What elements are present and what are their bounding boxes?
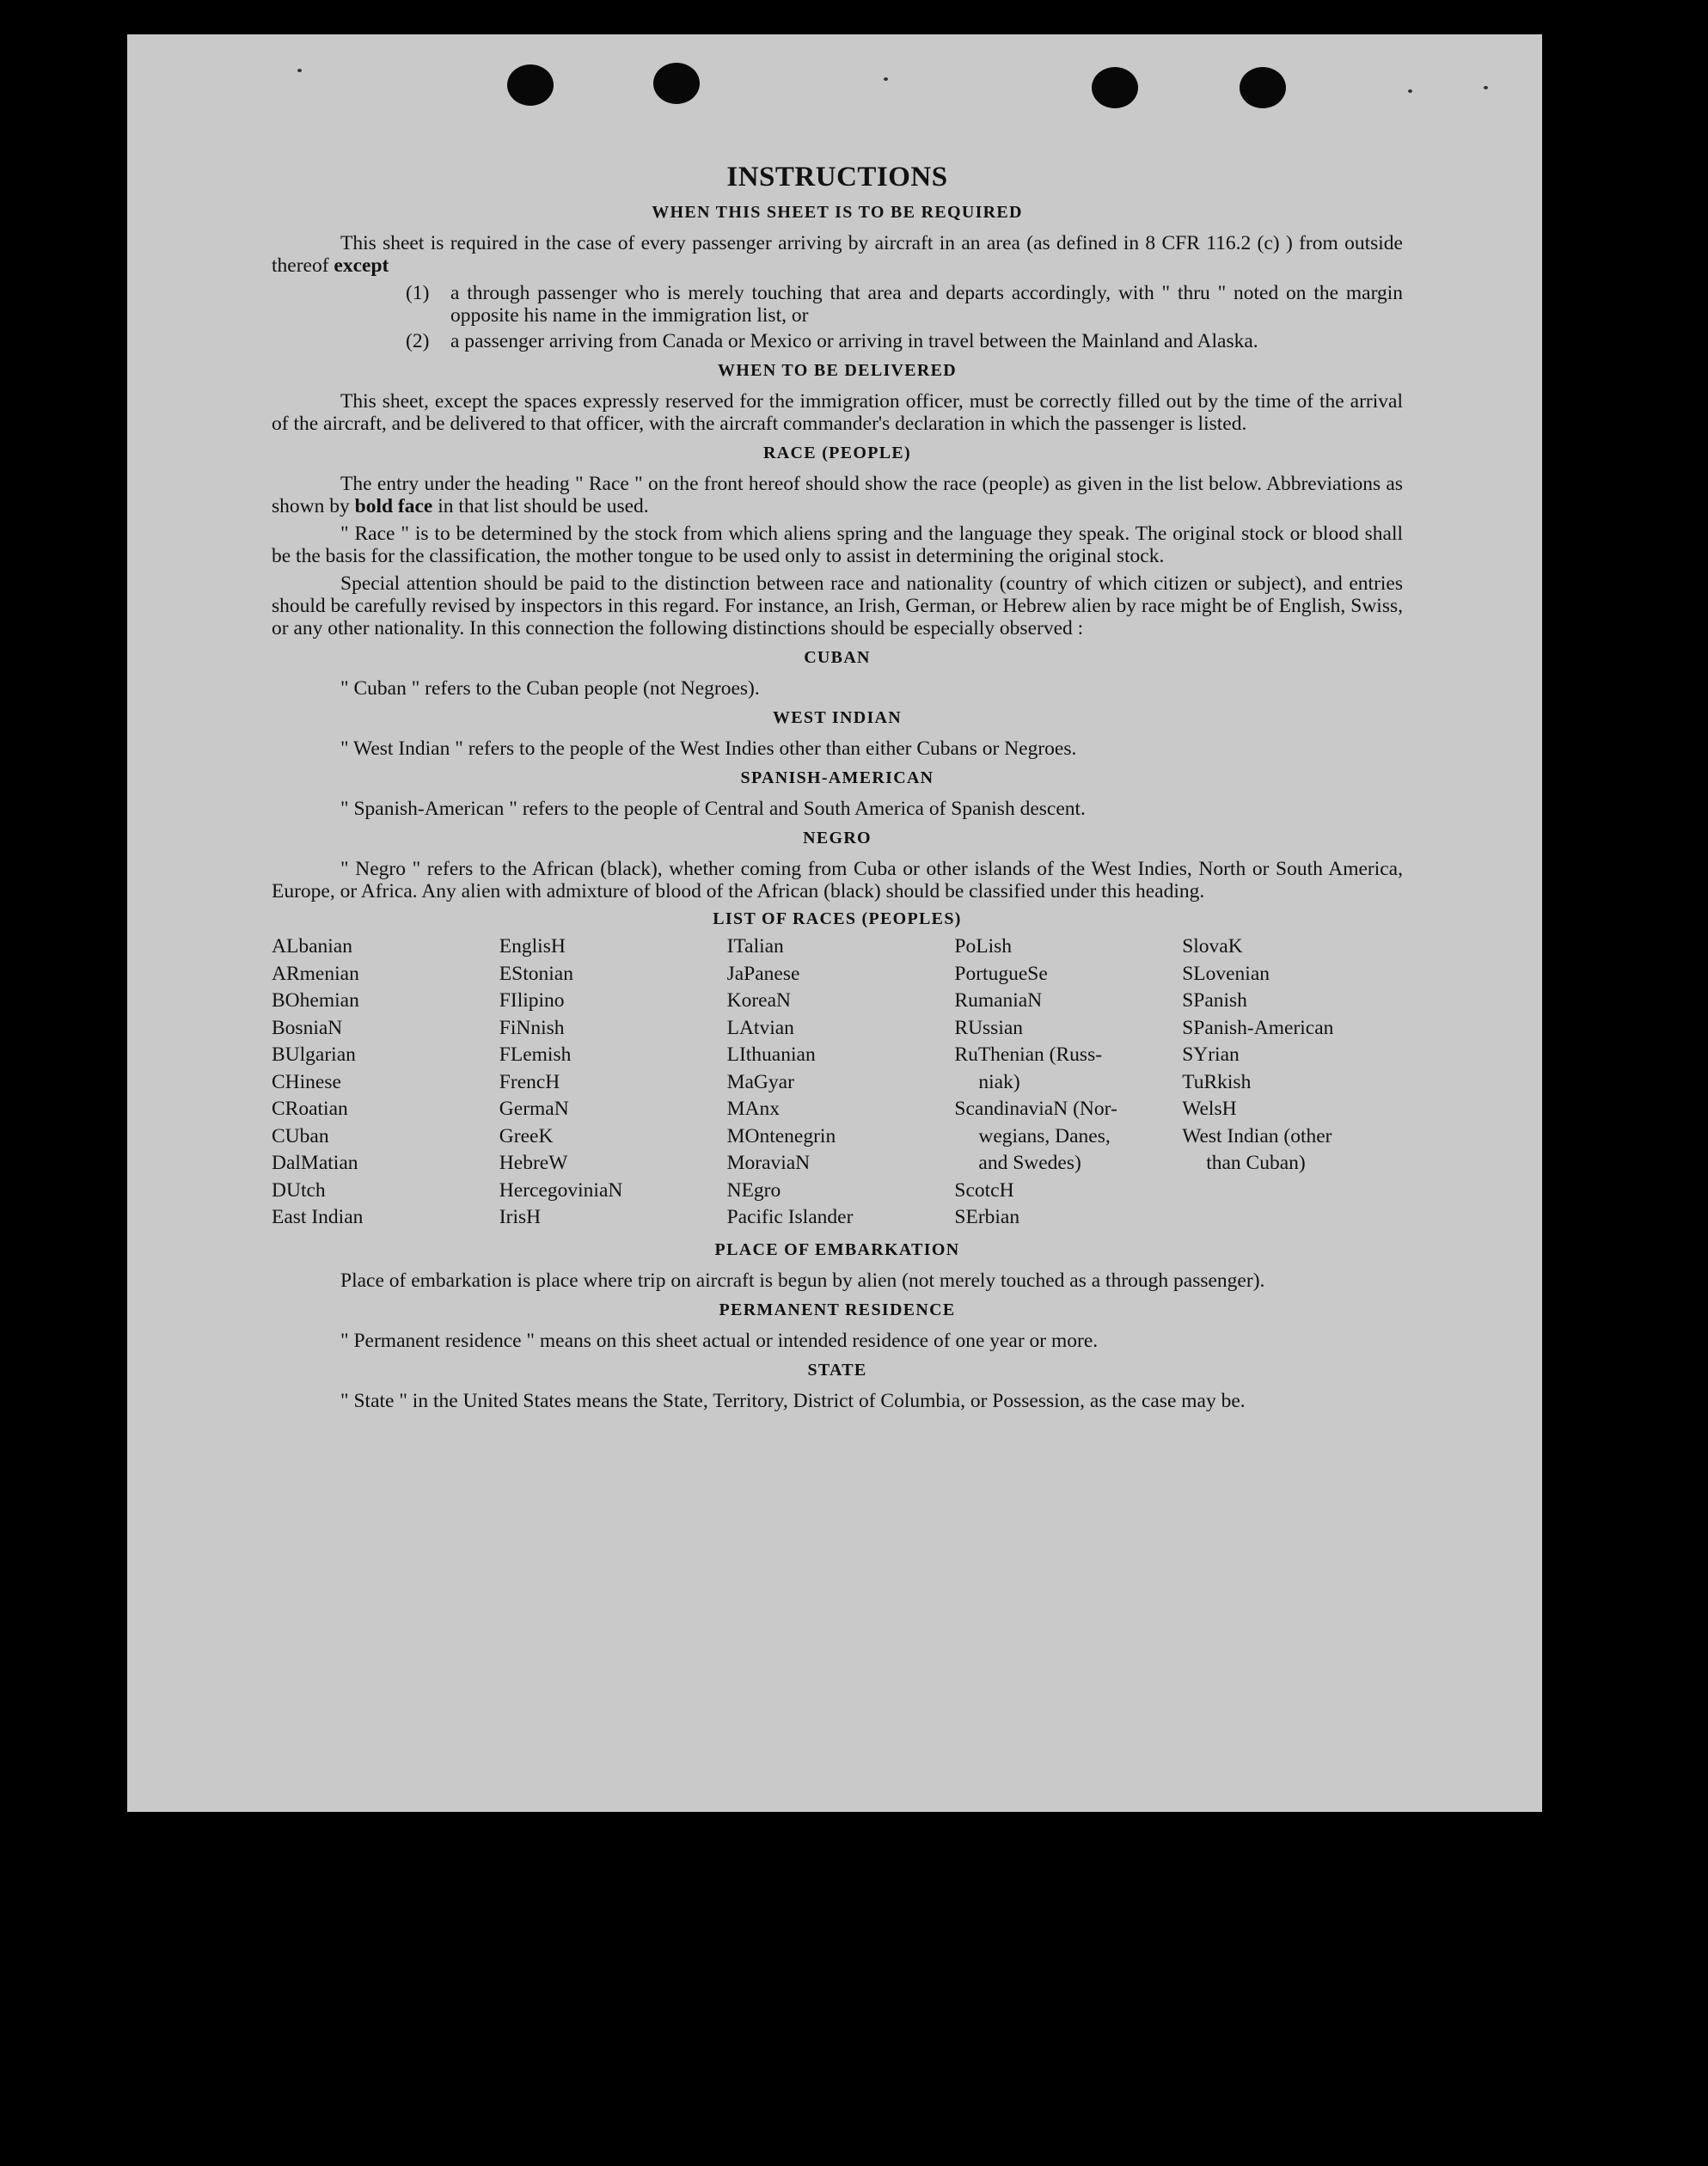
races-column [727,933,948,1232]
text: The entry under the heading " Race " on the front hereof should show the race (people) as given in the list below. Abbreviations as shown by [272,473,1403,517]
race-entry: RUssian [954,1016,1024,1039]
race-entry: CUban [272,1124,329,1147]
race-entry: EStonian [499,962,573,985]
race-entry-continued: than Cuban) [1206,1152,1306,1174]
text: in that list should be used. [438,495,649,517]
race-entry: RumaniaN [954,989,1043,1012]
list-item [406,330,1403,352]
punch-hole [1092,67,1138,108]
paragraph-state: " State " in the United States means the State, Territory, District of Columbia, or Possession, as the case may be. [340,1389,1246,1412]
paragraph-negro: " Negro " refers to the African (black), whether coming from Cuba or other islands of the West Indies, North or South America, Europe, or Africa. Any alien with admixture of blood of the African (black) should be classified under this heading. [272,858,1403,903]
heading-cuban: CUBAN [804,648,871,667]
races-list [272,933,1403,1232]
race-entry: EnglisH [499,935,566,958]
paragraph-west-indian: " West Indian " refers to the people of the West Indies other than either Cubans or Negroes. [340,737,1077,760]
heading-permanent-residence: PERMANENT RESIDENCE [719,1300,956,1319]
race-entry: HebreW [499,1152,568,1174]
race-entry: KoreaN [726,989,791,1012]
paragraph-when-delivered: This sheet, except the spaces expressly reserved for the immigration officer, must be correctly filled out by the time of the arrival of the aircraft, and be delivered to that officer, with the aircraft commander's declaration in which the passenger is listed. [272,390,1403,435]
instructions-content [272,160,1403,1417]
bold-text: bold face [354,495,433,517]
race-entry: BosniaN [272,1016,343,1039]
paragraph-embarkation: Place of embarkation is place where trip on aircraft is begun by alien (not merely touched as a through passenger). [340,1269,1265,1292]
race-entry: West Indian (other [1182,1124,1332,1147]
race-entry: MOntenegrin [726,1124,836,1147]
race-entry: GreeK [499,1124,554,1147]
race-entry: LIthuanian [726,1043,816,1066]
race-entry: FrencH [499,1070,560,1093]
list-item [406,282,1403,327]
heading-state: STATE [807,1360,867,1380]
race-entry: SPanish [1182,989,1247,1012]
heading-west-indian: WEST INDIAN [772,708,903,727]
race-entry: MoraviaN [726,1152,811,1174]
race-entry: SPanish-American [1182,1016,1334,1039]
race-entry: NEgro [726,1178,781,1202]
race-entry-continued: wegians, Danes, [978,1124,1111,1147]
race-entry: CRoatian [272,1098,348,1120]
race-entry: East Indian [272,1206,364,1228]
bold-text: except [334,254,389,277]
paragraph-permanent-residence: " Permanent residence " means on this sheet actual or intended residence of one year or more. [340,1329,1099,1352]
speck [1408,89,1412,93]
race-entry: JaPanese [726,962,800,985]
speck [1484,86,1488,89]
races-column [954,933,1175,1232]
race-entry: WelsH [1182,1098,1237,1120]
race-entry: SlovaK [1182,935,1243,958]
race-entry: SYrian [1182,1043,1240,1066]
race-entry: ALbanian [272,935,352,958]
heading-spanish-american: SPANISH-AMERICAN [740,768,934,787]
item-text: a through passenger who is merely touching that area and departs accordingly, with " thru " noted on the margin opposite his name in the immigration list, or [450,282,1403,327]
race-entry: DalMatian [272,1152,358,1174]
race-entry: MAnx [726,1098,780,1120]
paragraph-race-1 [272,473,1403,517]
race-entry: ARmenian [272,962,359,985]
race-entry: IrisH [499,1206,542,1228]
paragraph-cuban: " Cuban " refers to the Cuban people (not Negroes). [340,677,760,700]
speck [884,77,888,81]
race-entry: GermaN [499,1098,569,1120]
item-number: (1) [406,282,430,304]
race-entry: ScotcH [954,1178,1014,1202]
item-text: a passenger arriving from Canada or Mexico or arriving in travel between the Mainland and Alaska. [450,330,1258,352]
races-column [272,933,493,1232]
paragraph-race-2: " Race " is to be determined by the stock from which aliens spring and the language they speak. The original stock or blood shall be the basis for the classification, the mother tongue to be used only to assist in determining the original stock. [272,523,1403,567]
punch-hole [507,64,554,106]
race-entry: FiNnish [499,1016,565,1039]
race-entry: PortugueSe [954,962,1048,985]
race-entry: CHinese [272,1070,341,1093]
race-entry: ITalian [726,935,784,958]
race-entry: HercegoviniaN [499,1178,623,1202]
heading-negro: NEGRO [803,829,872,847]
paragraph-race-3: Special attention should be paid to the distinction between race and nationality (country of which citizen or subject), and entries should be carefully revised by inspectors in this regard. For instance, an Irish, German, or Hebrew alien by race might be of English, Swiss, or any other nationality. In this connection the following distinctions should be especially observed : [272,572,1403,639]
paragraph-when-required [272,232,1403,277]
speck [297,69,302,72]
race-entry: SErbian [954,1206,1020,1228]
race-entry: MaGyar [726,1070,794,1093]
item-number: (2) [406,330,430,352]
heading-when-required: WHEN THIS SHEET IS TO BE REQUIRED [652,203,1023,222]
race-entry: RuThenian (Russ- [954,1043,1103,1066]
punch-hole [653,63,700,104]
race-entry-continued: and Swedes) [978,1152,1081,1174]
page-title: INSTRUCTIONS [726,162,948,193]
races-column [499,933,720,1232]
punch-hole [1240,67,1286,108]
race-entry: Pacific Islander [726,1206,854,1228]
heading-when-delivered: WHEN TO BE DELIVERED [717,361,958,380]
race-entry: LAtvian [726,1016,794,1039]
race-entry: BOhemian [272,989,359,1012]
race-entry: ScandinaviaN (Nor- [954,1098,1117,1120]
race-entry: DUtch [272,1178,326,1202]
document-sheet [127,34,1542,1812]
race-entry: BUlgarian [272,1043,356,1066]
races-column [1182,933,1403,1232]
heading-list-of-races: LIST OF RACES (PEOPLES) [713,909,962,928]
text: This sheet is required in the case of every passenger arriving by aircraft in an area (as defined in 8 CFR 116.2 (c) ) from outside thereof [272,232,1403,277]
race-entry: TuRkish [1182,1070,1252,1093]
race-entry-continued: niak) [978,1070,1020,1093]
paragraph-spanish-american: " Spanish-American " refers to the people of Central and South America of Spanish descent. [340,798,1086,820]
heading-race: RACE (PEOPLE) [763,444,911,462]
race-entry: PoLish [954,935,1012,958]
heading-embarkation: PLACE OF EMBARKATION [714,1239,960,1259]
race-entry: FIlipino [499,989,565,1012]
race-entry: SLovenian [1182,962,1270,985]
race-entry: FLemish [499,1043,572,1066]
